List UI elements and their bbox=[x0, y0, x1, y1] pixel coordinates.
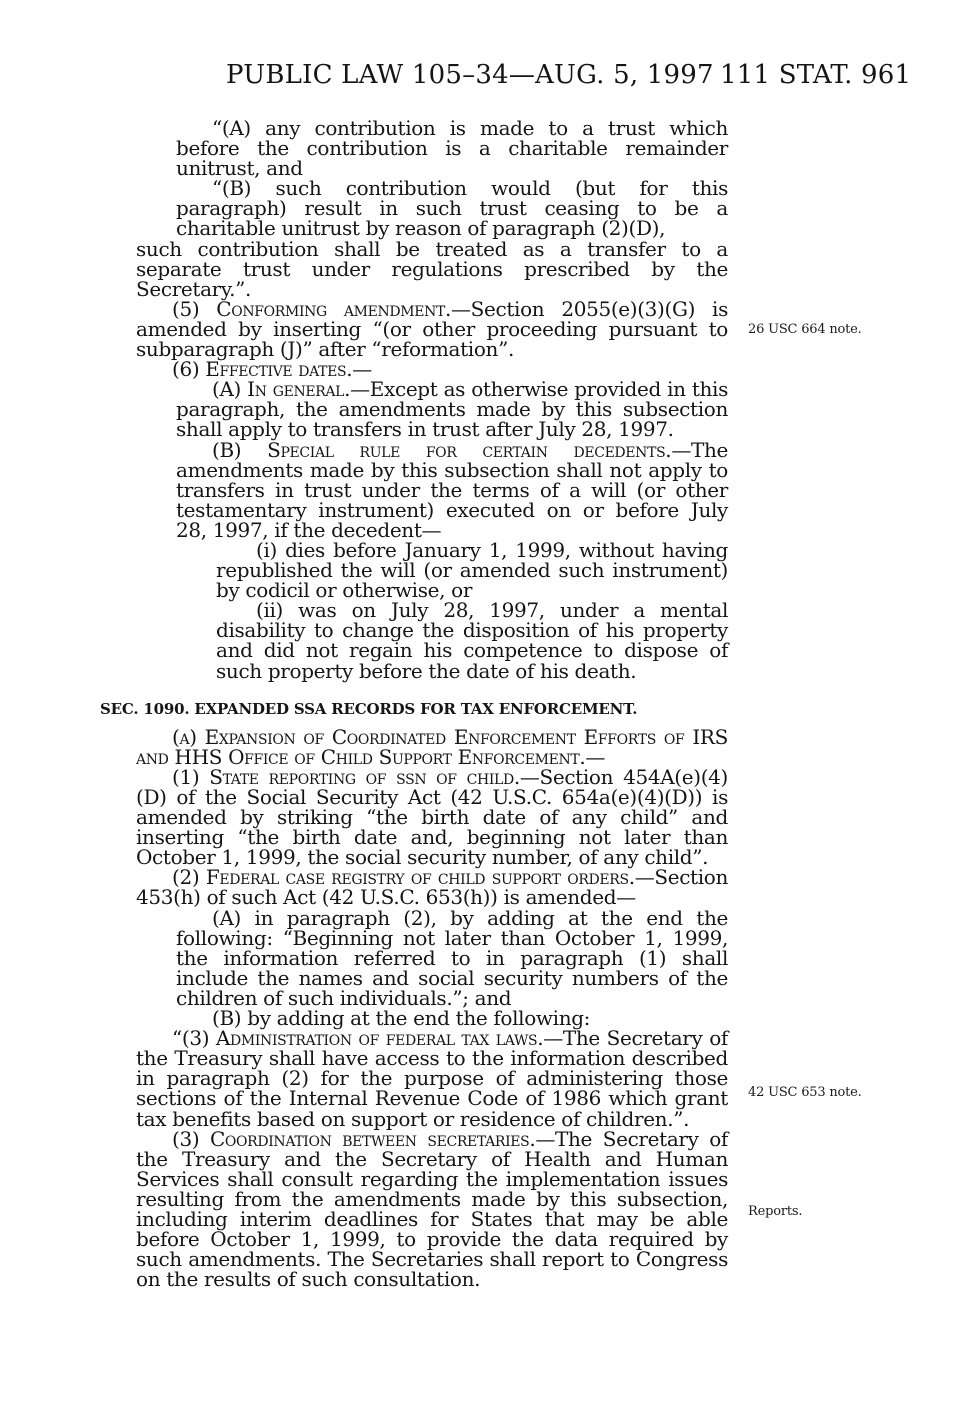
para-3-administration bbox=[136, 1026, 728, 1131]
text-expansion: — bbox=[585, 744, 606, 769]
margin-note-42-usc: 42 USC 653 note. bbox=[748, 1085, 862, 1100]
text-administration: —The Secretary of the Treasury shall have access to the information described in paragraph (2) for the purpose of administering those sections of the Internal Revenue Code of 1986 which grant tax benefits based on support or residence of children.”. bbox=[136, 1026, 728, 1131]
text-coordination: —The Secretary of the Treasury and the Secretary of Health and Human Services shall consult regarding the implementation issues resulting from the amendments made by this subsection, including interim deadlines for States that may be able before October 1, 1999, to provide the data required by such amendments. The Secretaries shall report to Congress on the results of such consultation. bbox=[136, 1126, 728, 1292]
section-heading-1090: SEC. 1090. EXPANDED SSA RECORDS FOR TAX ENFORCEMENT. bbox=[100, 699, 638, 718]
heading-in-general: (A) In general. bbox=[212, 377, 351, 402]
text-effective: — bbox=[352, 357, 372, 382]
heading-effective: (6) Effective dates. bbox=[172, 357, 353, 382]
heading-conforming: (5) Conforming amendment. bbox=[172, 296, 452, 321]
text-state-reporting: —Section 454A(e)(4)(D) of the Social Security Act (42 U.S.C. 654a(e)(4)(D)) is amended by striking “the birth date of any child” and inserting “the birth date and, beginning not later than October 1, 1999, the social security number, of any child”. bbox=[136, 764, 728, 870]
para-5-conforming bbox=[136, 296, 728, 362]
para-a-in-general bbox=[136, 377, 729, 442]
para-1-state-reporting bbox=[136, 764, 728, 870]
header-stat-page: 111 STAT. 961 bbox=[720, 60, 912, 90]
margin-note-reports: Reports. bbox=[748, 1204, 803, 1219]
heading-administration: “(3) Administration of federal tax laws. bbox=[172, 1026, 544, 1051]
header-public-law: PUBLIC LAW 105–34—AUG. 5, 1997 bbox=[226, 60, 714, 90]
text-in-general: —Except as otherwise provided in this paragraph, the amendments made by this subsection shall apply to transfers in trust after July 28, 1997. bbox=[176, 377, 729, 442]
para-ii-disability: (ii) was on July 28, 1997, under a mental disability to change the disposition of his property and did not regain his competence to dispose of such property before the date of his death. bbox=[216, 598, 728, 683]
heading-federal-registry: (2) Federal case registry of child support orders. bbox=[172, 865, 635, 890]
para-a-expansion bbox=[136, 724, 728, 769]
running-header bbox=[0, 60, 957, 96]
para-b-adding: (B) by adding at the end the following: bbox=[212, 1006, 591, 1031]
text-special-rule: —The amendments made by this subsection shall not apply to transfers in trust under the terms of a will (or other testamentary instrument) executed on or before July 28, 1997, if the decedent— bbox=[176, 437, 728, 542]
margin-note-26-usc: 26 USC 664 note. bbox=[748, 322, 862, 337]
para-3-coordination bbox=[136, 1126, 728, 1292]
heading-state-reporting: (1) State reporting of ssn of child. bbox=[172, 764, 520, 789]
para-6-effective bbox=[136, 357, 728, 382]
para-a-contribution: “(A) any contribution is made to a trust which before the contribution is a charitable remainder unitrust, and bbox=[176, 116, 728, 181]
para-a-paragraph-2: (A) in paragraph (2), by adding at the end the following: “Beginning not later than October 1, 1999, the information referred to in paragraph (1) shall include the names and social security numbers of the children of such individuals.”; and bbox=[176, 905, 728, 1010]
para-i-dies: (i) dies before January 1, 1999, without having republished the will (or amended such instrument) by codicil or otherwise, or bbox=[216, 537, 728, 603]
para-2-federal-registry bbox=[136, 865, 728, 910]
heading-special-rule: (B) Special rule for certain decedents. bbox=[212, 437, 672, 462]
para-b-contribution: “(B) such contribution would (but for this paragraph) result in such trust ceasing to be a charitable unitrust by reason of paragraph (2)(D), bbox=[176, 176, 728, 241]
para-b-special-rule bbox=[136, 437, 728, 542]
heading-coordination: (3) Coordination between secretaries. bbox=[172, 1126, 536, 1151]
text-conforming: —Section 2055(e)(3)(G) is amended by inserting “(or other proceeding pursuant to subparagraph (J)” after “reformation”. bbox=[136, 296, 728, 362]
text-federal-registry: —Section 453(h) of such Act (42 U.S.C. 653(h)) is amended— bbox=[136, 865, 728, 910]
main-text bbox=[100, 116, 729, 1292]
heading-expansion: (a) Expansion of Coordinated Enforcement Efforts of IRS and HHS Office of Child Support Enforcement. bbox=[136, 724, 728, 769]
para-such-contribution: such contribution shall be treated as a transfer to a separate trust under regulations prescribed by the Secretary.”. bbox=[136, 236, 728, 301]
